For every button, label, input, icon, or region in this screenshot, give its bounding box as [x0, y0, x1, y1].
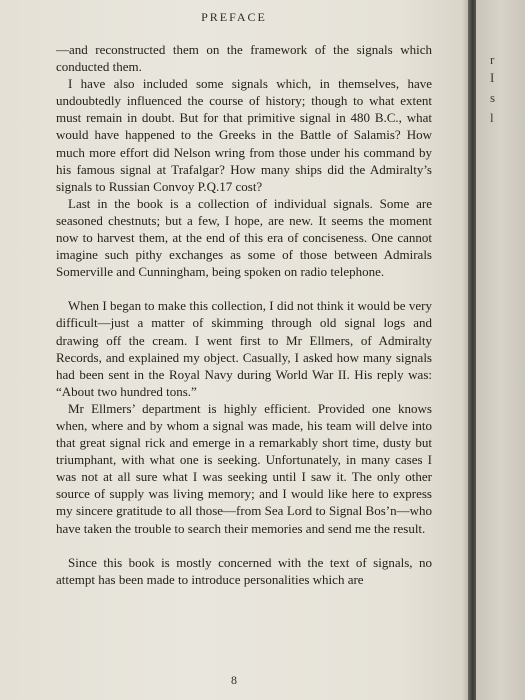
- paragraph: —and reconstructed them on the framework of the signals which conducted them.: [56, 42, 432, 75]
- paragraph: Mr Ellmers’ department is highly efficient. Provided one knows when, where and by whom a signal was made, his team will delve into that great signal rick and emerge in a remarkably short time, dusty but triumphant, with what one is seeking. Unfortunately, in many cases I was not at all sure what I was seeking until I saw it. The only other source of supply was living memory; and I would like here to express my sincere gratitude to all those—from Sea Lord to Signal Bos’n—who have taken the trouble to search their memories and send me the result.: [56, 400, 432, 536]
- paragraph: Last in the book is a collection of individual signals. Some are seasoned chestnuts; but a few, I hope, are new. It seems the moment now to harvest them, at the end of this era of conciseness. One cannot imagine such pithy exchanges as some of those between Admirals Somerville and Cunningham, being spoken on radio telephone.: [56, 195, 432, 280]
- facing-page-fragment: l: [490, 110, 494, 125]
- paragraph: Since this book is mostly concerned with the text of signals, no attempt has been made to introduce personalities which are: [56, 554, 432, 587]
- page-number: 8: [231, 673, 237, 687]
- facing-page-edge: [476, 0, 525, 700]
- facing-page-fragment: s: [490, 90, 496, 105]
- body-text: [56, 41, 432, 588]
- running-head: PREFACE: [201, 10, 267, 24]
- book-gutter: [468, 0, 476, 700]
- facing-page-fragment: I: [490, 70, 495, 85]
- paragraph: When I began to make this collection, I did not think it would be very difficult—just a matter of skimming through old signal logs and drawing off the cream. I went first to Mr Ellmers, of Admiralty Records, and explained my object. Casually, I asked how many signals had been sent in the Royal Navy during World War II. His reply was: “About two hundred tons.”: [56, 298, 432, 399]
- paragraph: I have also included some signals which, in themselves, have undoubtedly influenced the course of history; though to what extent must remain in doubt. But for that primitive signal in 480 B.C., what would have happened to the Greeks in the Battle of Salamis? How much more effort did Nelson wring from those under his command by his famous signal at Trafalgar? How many ships did the Admiralty’s signals to Russian Convoy P.Q.17 cost?: [56, 76, 432, 194]
- facing-page-fragment: r: [490, 52, 495, 67]
